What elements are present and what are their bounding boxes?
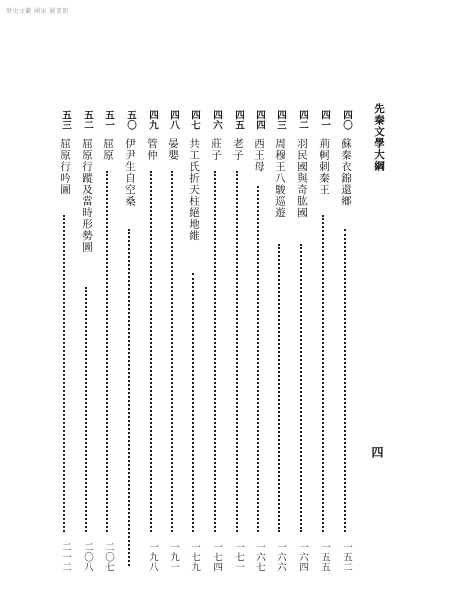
toc-entry: [99, 110, 117, 572]
entry-page: 二〇八: [82, 542, 93, 572]
entry-title: 西王母: [253, 138, 265, 173]
entry-number: 四〇: [341, 110, 352, 130]
entry-number: 五〇: [125, 110, 136, 130]
dot-leader: [214, 171, 216, 532]
entry-page: 一六六: [275, 542, 286, 572]
entry-title: 管仲: [146, 138, 158, 161]
entry-title: 屈原行吟圖: [59, 138, 71, 196]
dot-leader: [128, 229, 130, 566]
entry-title: 蘇秦衣錦還鄉: [340, 138, 352, 207]
toc-entry: [185, 110, 203, 572]
entry-title: 莊子: [210, 138, 222, 161]
entry-number: 四九: [147, 110, 158, 130]
entry-title: 周穆王八駿巡遊: [274, 138, 286, 219]
entry-number: 四七: [189, 110, 200, 130]
dot-leader: [192, 273, 194, 533]
toc-entry: [337, 110, 355, 572]
dot-leader: [257, 186, 259, 533]
page-number: 四: [370, 446, 384, 458]
entry-page: 一九八: [147, 542, 158, 572]
toc-entry: [293, 110, 311, 572]
toc-entry: [271, 110, 289, 572]
dot-leader: [150, 171, 152, 532]
entry-number: 五一: [103, 110, 114, 130]
toc-entry: [250, 110, 268, 572]
dot-leader: [322, 215, 324, 533]
entry-number: 四三: [275, 110, 286, 130]
entry-number: 四六: [211, 110, 222, 130]
toc-entry: [229, 110, 247, 572]
entry-title: 老子: [232, 138, 244, 161]
entry-page: 一六四: [297, 542, 308, 572]
dot-leader: [106, 171, 108, 532]
entry-title: 荊軻刺秦王: [318, 138, 330, 196]
entry-number: 四一: [319, 110, 330, 130]
dot-leader: [300, 244, 302, 533]
entry-page: 一七一: [233, 542, 244, 572]
entry-title: 屈原行蹤及當時形勢圖: [81, 138, 93, 253]
toc-entry: [315, 110, 333, 572]
toc-entry: [164, 110, 182, 572]
entry-page: 一五二: [341, 542, 352, 572]
entry-page: 二一二: [60, 542, 71, 572]
entry-number: 四八: [168, 110, 179, 130]
entry-title: 晏嬰: [167, 138, 179, 161]
dot-leader: [171, 171, 173, 532]
toc-entry: [78, 110, 96, 572]
dot-leader: [85, 287, 87, 532]
dot-leader: [278, 244, 280, 533]
entry-number: 五二: [82, 110, 93, 130]
entry-number: 五三: [60, 110, 71, 130]
entry-number: 四四: [254, 110, 265, 130]
entry-title: 屈原: [102, 138, 114, 161]
entry-page: 一九一: [168, 542, 179, 572]
entry-page: 一七九: [189, 542, 200, 572]
toc-entry: [121, 110, 139, 572]
dot-leader: [63, 215, 65, 533]
entry-page: 一七四: [211, 542, 222, 572]
entry-page: 二〇七: [103, 542, 114, 572]
library-stamp: 歷史文獻 國家 圖書館: [6, 9, 69, 15]
dot-leader: [236, 171, 238, 532]
toc-entry: [56, 110, 74, 572]
entry-page: 一六七: [254, 542, 265, 572]
dot-leader: [344, 229, 346, 532]
entry-number: 四二: [297, 110, 308, 130]
entry-title: 羽民國與奇肱國: [296, 138, 308, 219]
entry-number: 四五: [233, 110, 244, 130]
entry-title: 共工氏折天柱絕地維: [188, 138, 200, 242]
toc-entry: [143, 110, 161, 572]
toc-entry: [207, 110, 225, 572]
entry-title: 伊尹生自空桑: [124, 138, 136, 207]
running-header: 先秦文學大綱: [373, 103, 385, 172]
entry-page: 一五五: [319, 542, 330, 572]
